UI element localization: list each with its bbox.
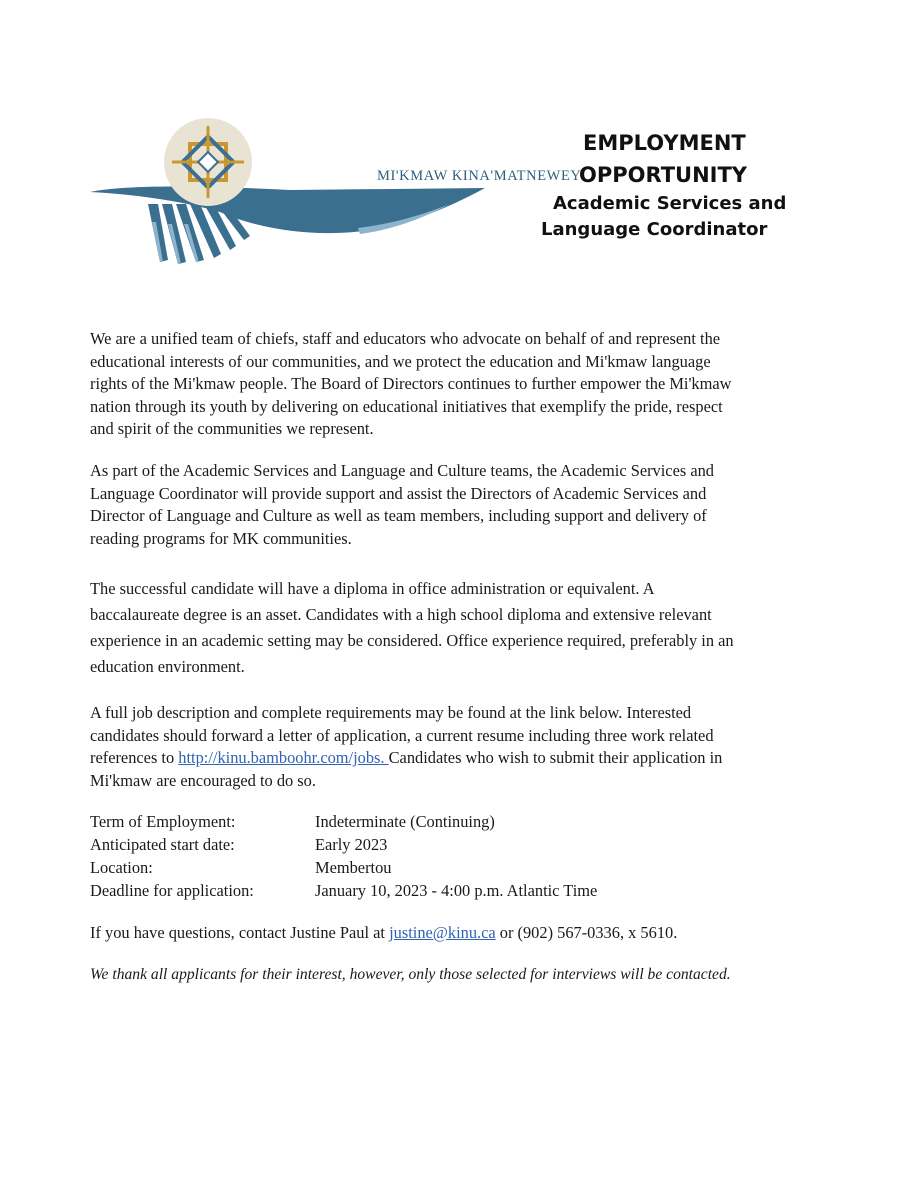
organization-logo <box>90 112 582 272</box>
intro-line: rights of the Mi'kmaw people. The Board of Directors continues to further empower the Mi'kmaw <box>90 374 732 393</box>
closing-note: We thank all applicants for their interest, however, only those selected for interviews will be contacted. <box>90 966 731 983</box>
contact-line <box>90 923 677 943</box>
detail-value: Membertou <box>315 858 392 877</box>
qualifications-line: The successful candidate will have a diploma in office administration or equivalent. A <box>90 579 655 598</box>
detail-label: Term of Employment: <box>90 812 236 831</box>
heading-employment: EMPLOYMENT <box>583 131 746 155</box>
qualifications-paragraph <box>90 576 820 680</box>
intro-paragraph <box>90 328 820 441</box>
detail-value: January 10, 2023 - 4:00 p.m. Atlantic Time <box>315 881 598 900</box>
role-line: Director of Language and Culture as well as team members, including support and delivery of <box>90 506 707 525</box>
detail-value: Early 2023 <box>315 835 388 854</box>
logo-org-name: MI'KMAW KINA'MATNEWEY <box>377 168 582 184</box>
apply-line-with-link <box>90 747 820 770</box>
apply-paragraph <box>90 702 820 792</box>
apply-line: candidates should forward a letter of application, a current resume including three work related <box>90 725 714 745</box>
qualifications-line: experience in an academic setting may be considered. Office experience required, preferably in an <box>90 631 734 650</box>
detail-label: Deadline for application: <box>90 881 254 900</box>
contact-phone: or (902) 567-0336, x 5610. <box>495 923 678 942</box>
intro-line: We are a unified team of chiefs, staff and educators who advocate on behalf of and represent the <box>90 329 721 348</box>
intro-line: educational interests of our communities, and we protect the education and Mi'kmaw language <box>90 351 711 371</box>
apply-line-prefix: references to <box>90 748 179 767</box>
detail-label: Anticipated start date: <box>90 835 235 854</box>
apply-line-suffix: Candidates who wish to submit their application in <box>388 748 723 767</box>
contact-email-link[interactable]: justine@kinu.ca <box>389 923 496 942</box>
qualifications-line: baccalaureate degree is an asset. Candidates with a high school diploma and extensive relevant <box>90 605 712 624</box>
intro-line: and spirit of the communities we represent. <box>90 419 374 438</box>
intro-line: nation through its youth by delivering on educational initiatives that exemplify the pride, respect <box>90 396 723 416</box>
role-line: Language Coordinator will provide support and assist the Directors of Academic Services and <box>90 483 707 503</box>
qualifications-line: education environment. <box>90 657 245 676</box>
role-paragraph <box>90 460 820 550</box>
detail-value: Indeterminate (Continuing) <box>315 812 495 831</box>
heading-opportunity: OPPORTUNITY <box>579 163 748 187</box>
heading-position-line2: Language Coordinator <box>541 219 768 240</box>
apply-line: A full job description and complete requirements may be found at the link below. Interested <box>90 703 692 722</box>
apply-line: Mi'kmaw are encouraged to do so. <box>90 770 316 790</box>
jobs-link[interactable]: http://kinu.bamboohr.com/jobs. <box>178 748 389 767</box>
logo-graphic <box>90 112 500 272</box>
role-line: reading programs for MK communities. <box>90 528 352 548</box>
heading-position-line1: Academic Services and <box>553 193 787 214</box>
detail-label: Location: <box>90 858 153 877</box>
role-line: As part of the Academic Services and Language and Culture teams, the Academic Services and <box>90 461 714 480</box>
contact-prefix: If you have questions, contact Justine Paul at <box>90 923 390 942</box>
